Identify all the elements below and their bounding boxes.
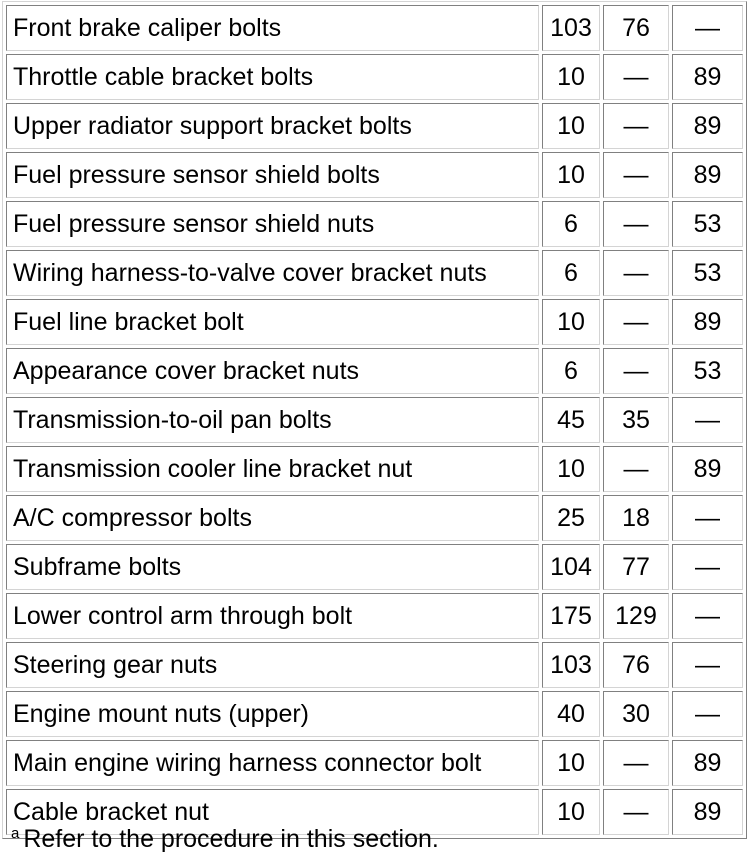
lbin-cell: — [672,593,743,639]
table-row [6,593,743,639]
table-row [6,5,743,51]
lbin-cell: — [672,397,743,443]
nm-cell: 175 [542,593,600,639]
nm-cell: 10 [542,299,600,345]
torque-spec-table-body [6,5,743,835]
description-cell: Wiring harness-to-valve cover bracket nuts [6,250,539,296]
nm-cell: 10 [542,103,600,149]
lbft-cell: 30 [603,691,669,737]
lbft-cell: — [603,54,669,100]
lbft-cell: — [603,152,669,198]
nm-cell: 10 [542,54,600,100]
lbft-cell: — [603,446,669,492]
table-row [6,348,743,394]
table-row [6,642,743,688]
table-row [6,54,743,100]
lbin-cell: — [672,642,743,688]
description-cell: Throttle cable bracket bolts [6,54,539,100]
nm-cell: 6 [542,250,600,296]
lbft-cell: 76 [603,5,669,51]
lbft-cell: — [603,348,669,394]
nm-cell: 6 [542,201,600,247]
description-cell: Fuel pressure sensor shield nuts [6,201,539,247]
lbin-cell: 89 [672,54,743,100]
lbin-cell: — [672,5,743,51]
description-cell: Fuel pressure sensor shield bolts [6,152,539,198]
lbin-cell: 89 [672,446,743,492]
nm-cell: 103 [542,5,600,51]
table-row [6,103,743,149]
table-row [6,740,743,786]
footnote [11,817,439,856]
lbft-cell: — [603,201,669,247]
description-cell: Steering gear nuts [6,642,539,688]
table-row [6,299,743,345]
lbft-cell: — [603,250,669,296]
table-row [6,446,743,492]
lbin-cell: 53 [672,250,743,296]
nm-cell: 45 [542,397,600,443]
lbft-cell: — [603,740,669,786]
nm-cell: 40 [542,691,600,737]
nm-cell: 103 [542,642,600,688]
description-cell: Front brake caliper bolts [6,5,539,51]
description-cell: Transmission-to-oil pan bolts [6,397,539,443]
torque-spec-table [2,1,747,839]
table-row [6,691,743,737]
lbft-cell: — [603,789,669,835]
nm-cell: 25 [542,495,600,541]
description-cell: Subframe bolts [6,544,539,590]
table-row [6,397,743,443]
nm-cell: 10 [542,152,600,198]
nm-cell: 6 [542,348,600,394]
nm-cell: 104 [542,544,600,590]
lbin-cell: — [672,495,743,541]
description-cell: Engine mount nuts (upper) [6,691,539,737]
lbin-cell: 89 [672,152,743,198]
lbin-cell: — [672,544,743,590]
lbft-cell: 77 [603,544,669,590]
lbin-cell: 89 [672,740,743,786]
description-cell: Fuel line bracket bolt [6,299,539,345]
table-row [6,250,743,296]
lbft-cell: 129 [603,593,669,639]
footnote-marker: a [11,825,20,842]
nm-cell: 10 [542,740,600,786]
lbin-cell: 53 [672,201,743,247]
description-cell: Main engine wiring harness connector bolt [6,740,539,786]
lbft-cell: — [603,103,669,149]
lbin-cell: 89 [672,789,743,835]
lbin-cell: 53 [672,348,743,394]
lbin-cell: — [672,691,743,737]
table-row [6,495,743,541]
table-row [6,544,743,590]
lbft-cell: 18 [603,495,669,541]
description-cell: Appearance cover bracket nuts [6,348,539,394]
description-cell: Cable bracket nut [6,789,539,835]
footnote-text: Refer to the procedure in this section. [23,825,439,853]
description-cell: Transmission cooler line bracket nut [6,446,539,492]
nm-cell: 10 [542,789,600,835]
description-cell: Upper radiator support bracket bolts [6,103,539,149]
description-cell: Lower control arm through bolt [6,593,539,639]
table-row [6,201,743,247]
lbft-cell: 76 [603,642,669,688]
lbft-cell: — [603,299,669,345]
description-cell: A/C compressor bolts [6,495,539,541]
nm-cell: 10 [542,446,600,492]
lbin-cell: 89 [672,103,743,149]
lbft-cell: 35 [603,397,669,443]
lbin-cell: 89 [672,299,743,345]
table-row [6,152,743,198]
